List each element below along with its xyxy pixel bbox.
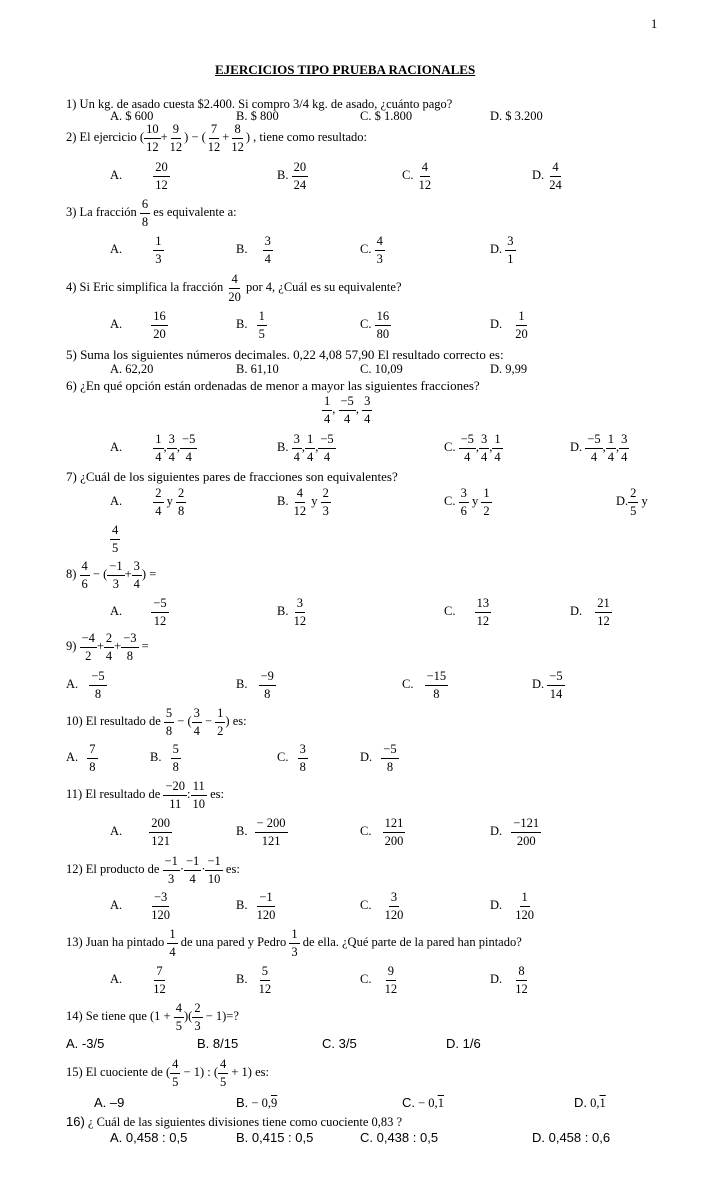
question-11-option-c: C. $\frac{121}{200}$	[360, 816, 404, 848]
question-12-option-b: B. $\frac{-1}{120}$	[236, 890, 276, 922]
question-5-option-d: D. 9,99	[490, 362, 528, 376]
question-7-option-d-second-fraction: $\frac{4}{5}$	[112, 523, 119, 555]
question-10: 10) El resultado de $\frac{5}{8}$ − ( $\frac{3}{4}$ − $\frac{1}{2}$ ) es:	[66, 706, 247, 738]
question-2-option-d: D. $\frac{4}{24}$	[532, 160, 562, 192]
question-8: 8) $\frac{4}{6}$ − ( $\frac{-1}{3}$ + $\frac{3}{4}$ ) =	[66, 559, 157, 591]
question-9: 9) $\frac{-4}{2}$ + $\frac{2}{4}$ + $\frac{-3}{8}$ =	[66, 631, 149, 663]
question-4-option-b: B. $\frac{1}{5}$	[236, 309, 265, 341]
question-13-option-a: A. $\frac{7}{12}$	[110, 964, 166, 996]
question-2-suffix: , tiene como resultado:	[253, 129, 367, 144]
page-number: 1	[651, 17, 658, 31]
question-14-option-c: C. 3/5	[322, 1036, 357, 1051]
question-3-option-d: D. $\frac{3}{1}$	[490, 234, 514, 266]
question-2-option-b: B. $\frac{20}{24}$	[277, 160, 307, 192]
question-8-option-c: C. $\frac{13}{12}$	[444, 596, 490, 628]
fraction: $\frac{10}{12}$	[146, 122, 159, 154]
page-title: EJERCICIOS TIPO PRUEBA RACIONALES	[215, 62, 476, 77]
question-7-option-d: D. $\frac{2}{5}$ y	[616, 486, 648, 518]
question-3-option-b: B. $\frac{3}{4}$	[236, 234, 271, 266]
question-16-option-c: C. 0,438 : 0,5	[360, 1130, 439, 1145]
fraction: $\frac{9}{12}$	[169, 122, 183, 154]
question-2-option-a: A. $\frac{20}{12}$	[110, 160, 168, 192]
question-15-option-d: D. 0,1	[574, 1095, 606, 1110]
question-2: 2) El ejercicio ( $\frac{10}{12}$ + $\frac{9}{12}$ ) − ( $\frac{7}{12}$ + $\frac{8}{12}$ ) , tiene como resultado:	[66, 122, 367, 154]
question-14: 14) Se tiene que (1 + $\frac{4}{5}$ )( $\frac{2}{3}$ − 1)=?	[66, 1001, 239, 1033]
question-7-option-a: A. $\frac{2}{4}$ y $\frac{2}{8}$	[110, 486, 185, 518]
question-7-option-b: B. $\frac{4}{12}$ y $\frac{2}{3}$	[277, 486, 329, 518]
question-9-option-d: D. $\frac{-5}{14}$	[532, 669, 563, 701]
question-9-option-a: A. $\frac{-5}{8}$	[66, 669, 105, 701]
question-4: 4) Si Eric simplifica la fracción $\frac{4}{20}$ por 4, ¿Cuál es su equivalente?	[66, 272, 402, 304]
question-12-option-d: D. $\frac{1}{120}$	[490, 890, 535, 922]
question-1-option-a: A. $ 600	[110, 109, 154, 123]
question-9-option-b: B. $\frac{-9}{8}$	[236, 669, 274, 701]
question-11-option-b: B. $\frac{- 200}{121}$	[236, 816, 286, 848]
question-10-option-d: D. $\frac{-5}{8}$	[360, 742, 397, 774]
question-5-option-a: A. 62,20	[110, 362, 154, 376]
fraction: $\frac{8}{12}$	[231, 122, 244, 154]
question-3: 3) La fracción $\frac{6}{8}$ es equivalente a:	[66, 197, 237, 229]
question-11-option-a: A. $\frac{200}{121}$	[110, 816, 171, 848]
question-10-option-c: C. $\frac{3}{8}$	[277, 742, 306, 774]
question-13-option-d: D. $\frac{8}{12}$	[490, 964, 528, 996]
question-13-option-c: C. $\frac{9}{12}$	[360, 964, 398, 996]
question-3-option-a: A. $\frac{1}{3}$	[110, 234, 162, 266]
question-6-option-a: A. $\frac{1}{4}$ , $\frac{3}{4}$ , $\frac{-5}{4}$	[110, 432, 196, 464]
question-10-option-b: B. $\frac{5}{8}$	[150, 742, 179, 774]
question-6-fractions: $\frac{1}{4}$ , $\frac{-5}{4}$ , $\frac{3}{4}$	[324, 394, 371, 426]
question-6-text: 6) ¿En qué opción están ordenadas de menor a mayor las siguientes fracciones?	[66, 378, 480, 393]
question-15-option-b: B. − 0,9	[236, 1095, 278, 1110]
question-6-option-c: C. $\frac{-5}{4}$ , $\frac{3}{4}$ , $\frac{1}{4}$	[444, 432, 501, 464]
question-8-option-b: B. $\frac{3}{12}$	[277, 596, 307, 628]
question-14-option-b: B. 8/15	[197, 1036, 239, 1051]
question-4-option-c: C. $\frac{16}{80}$	[360, 309, 390, 341]
question-16-option-b: B. 0,415 : 0,5	[236, 1130, 314, 1145]
question-2-option-c: C. $\frac{4}{12}$	[402, 160, 432, 192]
question-11: 11) El resultado de $\frac{-20}{11}$ : $\frac{11}{10}$ es:	[66, 779, 224, 811]
question-15: 15) El cuociente de ( $\frac{4}{5}$ − 1) : ( $\frac{4}{5}$ + 1) es:	[66, 1057, 269, 1089]
question-12: 12) El producto de $\frac{-1}{3}$ · $\frac{-1}{4}$ · $\frac{-1}{10}$ es:	[66, 854, 240, 886]
question-1-option-d: D. $ 3.200	[490, 109, 543, 123]
question-12-option-c: C. $\frac{3}{120}$	[360, 890, 404, 922]
question-16-option-d: D. 0,458 : 0,6	[532, 1130, 611, 1145]
question-9-option-c: C. $\frac{-15}{8}$	[402, 669, 447, 701]
question-12-option-a: A. $\frac{-3}{120}$	[110, 890, 171, 922]
question-4-option-a: A. $\frac{16}{20}$	[110, 309, 166, 341]
question-13: 13) Juan ha pintado $\frac{1}{4}$ de una pared y Pedro $\frac{1}{3}$ de ella. ¿Qué parte de la pared han pintado?	[66, 927, 522, 959]
question-5-option-c: C. 10,09	[360, 362, 403, 376]
question-1-text: 1) Un kg. de asado cuesta $2.400. Si compro 3/4 kg. de asado, ¿cuánto pago?	[66, 97, 453, 111]
fraction: $\frac{7}{12}$	[207, 122, 221, 154]
question-7-text: 7) ¿Cuál de los siguientes pares de fracciones son equivalentes?	[66, 469, 398, 484]
question-16-option-a: A. 0,458 : 0,5	[110, 1130, 188, 1145]
question-8-option-a: A. $\frac{-5}{12}$	[110, 596, 167, 628]
question-5-text: 5) Suma los siguientes números decimales. 0,22 4,08 57,90 El resultado correcto es:	[66, 347, 504, 362]
question-14-option-a: A. -3/5	[66, 1036, 105, 1051]
question-15-option-a: A. –9	[94, 1095, 125, 1110]
question-7-option-c: C. $\frac{3}{6}$ y $\frac{1}{2}$	[444, 486, 490, 518]
question-10-option-a: A. $\frac{7}{8}$	[66, 742, 96, 774]
question-4-option-d: D. $\frac{1}{20}$	[490, 309, 528, 341]
question-15-option-c: C. − 0,1	[402, 1095, 444, 1110]
question-3-option-c: C. $\frac{4}{3}$	[360, 234, 383, 266]
question-6-option-d: D. $\frac{-5}{4}$ , $\frac{1}{4}$ , $\frac{3}{4}$	[570, 432, 628, 464]
question-1-option-c: C. $ 1.800	[360, 109, 413, 123]
question-11-option-d: D. $\frac{-121}{200}$	[490, 816, 540, 848]
question-6-option-b: B. $\frac{3}{4}$ , $\frac{1}{4}$ , $\frac{-5}{4}$	[277, 432, 334, 464]
question-5-option-b: B. 61,10	[236, 362, 279, 376]
question-14-option-d: D. 1/6	[446, 1036, 481, 1051]
question-13-option-b: B. $\frac{5}{12}$	[236, 964, 272, 996]
question-8-option-d: D. $\frac{21}{12}$	[570, 596, 610, 628]
question-16: 16) ¿ Cuál de las siguientes divisiones tiene como cuociente 0,83 ?	[66, 1114, 403, 1129]
question-1-option-b: B. $ 800	[236, 109, 279, 123]
question-2-prefix: 2) El ejercicio	[66, 129, 137, 144]
